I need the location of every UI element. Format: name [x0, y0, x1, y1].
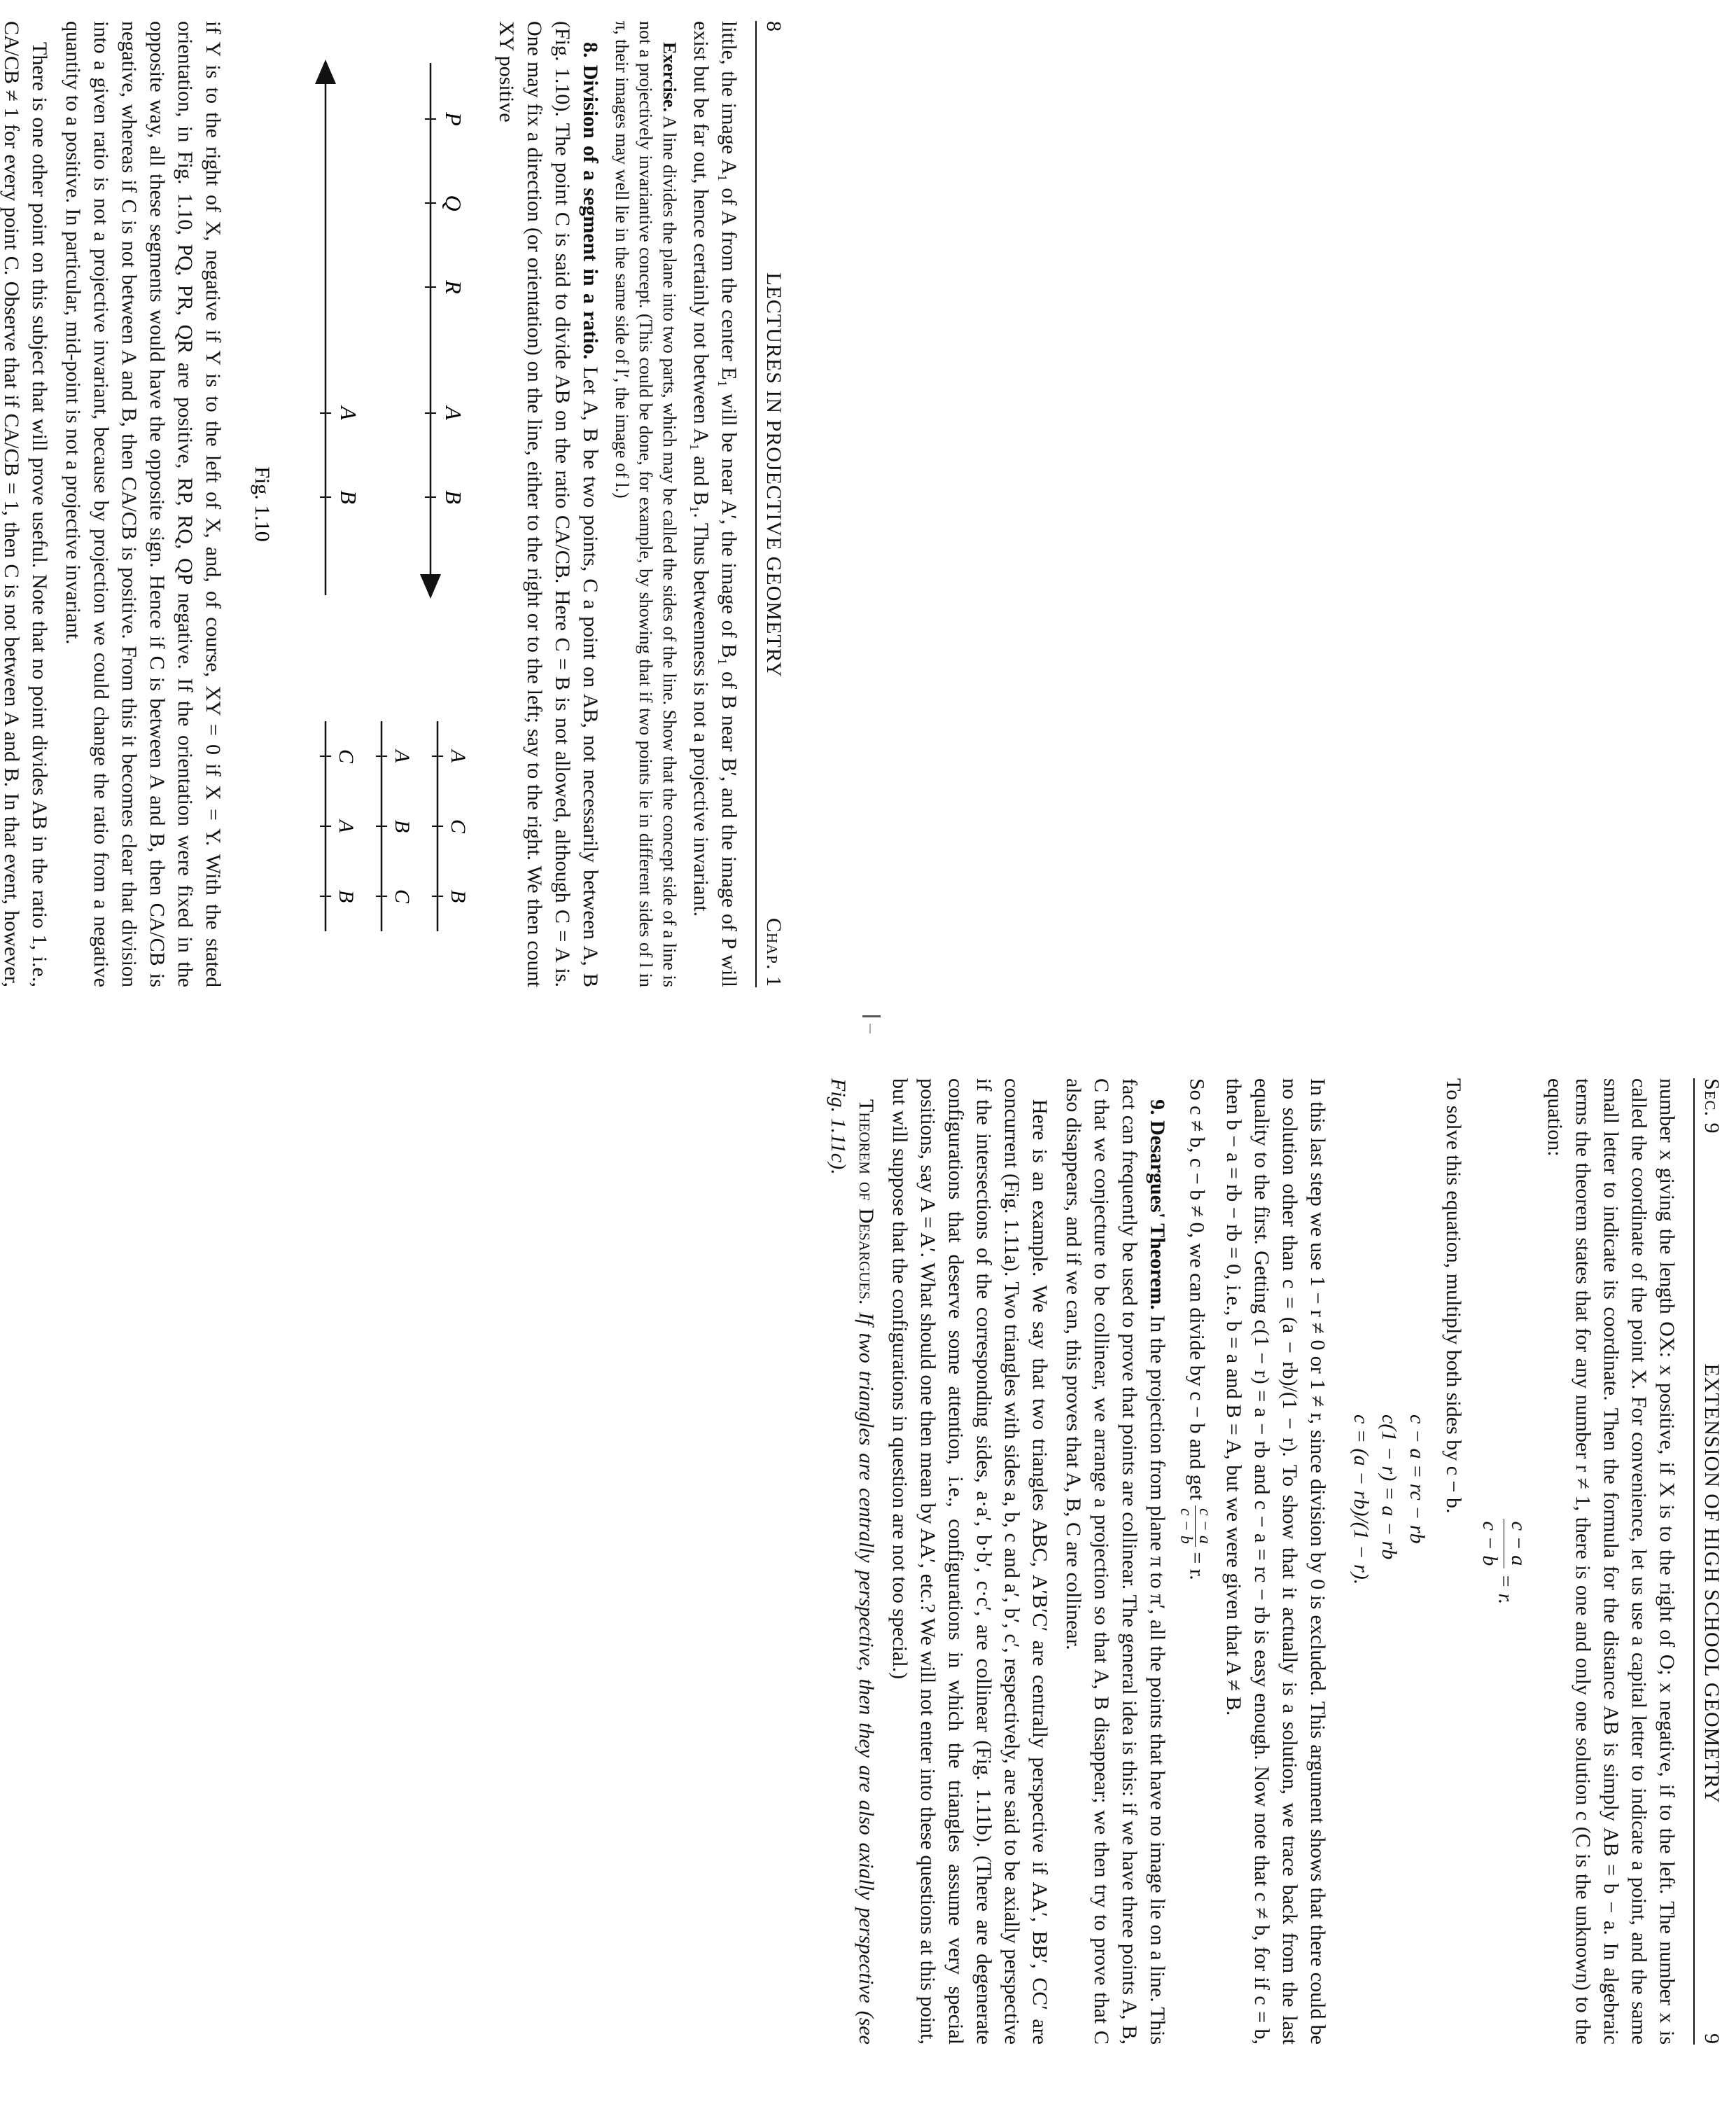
equation-rhs: = r.: [1494, 1573, 1518, 1605]
paragraph: little, the image A₁ of A from the center E₁ will be near A′, the image of B₁ of B near B′, and the image of P will exist but be far out, hence certainly not between A₁ and B₁. Thus betweenness is not a projective invariant.: [690, 21, 741, 987]
theorem: [824, 1078, 880, 2045]
equation-step: c = (a − rb)/(1 − r).: [1350, 1414, 1373, 1585]
paragraph: if Y is to the right of X, negative if Y is to the left of X, and, of course, XY = 0 if X = Y. With the stated orientation, in Fig. 1.10, PQ, PR, QR are positive, RP, RQ, QP negative. If the orientation were fixed in the opposite way, all these segments would have the opposite sign. Hence if C is between A and B, then CA/CB is negative, whereas if C is not between A and B, then CA/CB is positive. From this it becomes clear that division into a given ratio is not a projective invariant, because by projection we could change the ratio from a negative quantity to a positive. In particular, mid-point is not a projective invariant.: [62, 21, 225, 987]
page-header: [1693, 1078, 1726, 2045]
fig-label-p: P: [441, 112, 466, 126]
exercise-text: A line divides the plane into two parts, which may be called the sides of the line. Show that the concept side of a line is not a projectively invariantive concept. (This could be done, for example, by showing that if two points lie in different sides of l in π, their images may well lie in the same side of l′, the image of l.): [612, 21, 680, 987]
theorem-label: Theorem of Desargues.: [855, 1099, 878, 1305]
fig-label-b: B: [336, 490, 361, 504]
paragraph: In this last step we use 1 − r ≠ 0 or 1 ≠ r, since division by 0 is excluded. This argument shows that there could be no solution other than c = (a − rb)/(1 − r). To show that it actually is a solution, we trace back from the last equality to the first. Getting c(1 − r) = a − rb and c − a = rc − rb is easy enough. Now note that c ≠ b, for if c = b, then b − a = rb − rb = 0, i.e., b = a and B = A, but we were given that A ≠ B.: [1222, 1078, 1329, 2045]
line-acb: [432, 721, 470, 931]
theorem-text: If two triangles are centrally perspective, then they are also axially perspective (see Fig. 1.11c).: [827, 1078, 878, 2045]
svg-text:A: A: [335, 819, 358, 833]
fig-label-b: B: [441, 490, 466, 504]
line-pqrab: [425, 63, 466, 595]
page-number: 8: [762, 21, 785, 32]
paragraph: Here is an example. We say that two triangles ABC, A′B′C′ are centrally perspective if AA′, BB′, CC′ are concurrent (Fig. 1.11a). Two triangles with sides a, b, c and a′, b′, c′, respectively, are said to be axially perspective if the intersections of the corresponding sides, a·a′, b·b′, c·c′, are collinear (Fig. 1.11b). (There are degenerate configurations that deserve some attention, i.e., configurations in which the triangles assume very special positions, say A = A′. What should one then mean by AA′, etc.? We will not enter into these questions at this point, but will suppose that the configurations in question are not too special.): [888, 1078, 1051, 2045]
fig-label-q: Q: [441, 195, 466, 211]
fig-label-a: A: [336, 406, 361, 420]
figure-1-10: [234, 21, 486, 987]
svg-text:B: B: [391, 819, 414, 833]
section-8-title: 8. Division of a segment in a ratio.: [579, 42, 602, 360]
section-label: Sec. 9: [1700, 1078, 1723, 1134]
running-title: EXTENSION OF HIGH SCHOOL GEOMETRY: [1700, 1363, 1723, 1804]
exercise: [610, 21, 681, 987]
paragraph: There is one other point on this subject that will prove useful. Note that no point divides AB in the ratio 1, i.e., CA/CB ≠ 1 for every point C. Observe that if CA/CB = 1, then C is not between A and B. In that event, however,: [0, 21, 51, 987]
running-title: LECTURES IN PROJECTIVE GEOMETRY: [762, 272, 785, 678]
section-9: [1059, 1078, 1171, 2045]
fig-label-r: R: [441, 280, 466, 294]
line-abc: [376, 721, 414, 931]
fraction: c − a c − b: [1476, 1519, 1532, 1569]
equation-step: c(1 − r) = a − rb: [1378, 1414, 1401, 1560]
gutter-mark-small: [869, 1024, 876, 1033]
section-8: [492, 21, 604, 987]
section-9-title: 9. Desargues' Theorem.: [1146, 1099, 1169, 1310]
gutter-mark: [862, 1015, 881, 1017]
svg-text:B: B: [335, 889, 358, 903]
fig-label-a: A: [441, 406, 466, 420]
chapter-label: Chap. 1: [762, 917, 785, 987]
svg-text:C: C: [391, 889, 414, 904]
line-ab-left-orientation: [320, 63, 361, 595]
svg-text:C: C: [335, 749, 358, 764]
page-8: [0, 21, 788, 987]
svg-text:A: A: [447, 749, 470, 763]
page-number: 9: [1700, 2033, 1723, 2045]
paragraph: To solve this equation, multiply both sides by c − b.: [1442, 1078, 1465, 1514]
figure-caption: Fig. 1.10: [251, 466, 274, 542]
exercise-label: Exercise.: [659, 42, 680, 112]
line-cab: [320, 721, 358, 931]
fraction: c − a c − b: [1177, 1505, 1214, 1547]
page-header: [755, 21, 788, 987]
page-9: [738, 1078, 1726, 2045]
paragraph: number x giving the length OX: x positive, if X is to the right of O; x negative, if to the left. The number x is called the coordinate of the point X. For convenience, let us use a capital letter to indicate a point, and the same small letter to indicate its coordinate. Then the formula for the distance AB is simply AB = b − a. In algebraic terms the theorem states that for any number r ≠ 1, there is one and only one solution c (C is the unknown) to the equation:: [1544, 1078, 1679, 2045]
svg-text:B: B: [447, 889, 470, 903]
section-9-text: In the projection from plane π to π′, all the points that have no image lie on a line. This fact can frequently be used to prove that points are collinear. The general idea is this: if we have three points A, B, C that we conjecture to be collinear, we arrange a projection so that A, B disappear; we then try to prove that C also disappears, and if we can, this proves that A, B, C are collinear.: [1062, 1078, 1169, 2045]
equation-steps: [1347, 1414, 1431, 1708]
svg-text:C: C: [447, 819, 470, 834]
equation-main: [1476, 1078, 1532, 2045]
svg-text:A: A: [391, 749, 414, 763]
section-8-text: Let A, B be two points, C a point on AB, not necessarily between A, B (Fig. 1.10). The point C is said to divide AB on the ratio CA/CB. Here C = B is not allowed, although C = A is. One may fix a direction (or orientation) on the line, either to the right or to the left; say to the right. We then count XY positive: [495, 21, 602, 988]
paragraph: So c ≠ b, c − b ≠ 0, we can divide by c − b and get c − a c − b = r.: [1177, 1078, 1214, 1580]
equation-step: c − a = rc − rb: [1406, 1414, 1429, 1544]
